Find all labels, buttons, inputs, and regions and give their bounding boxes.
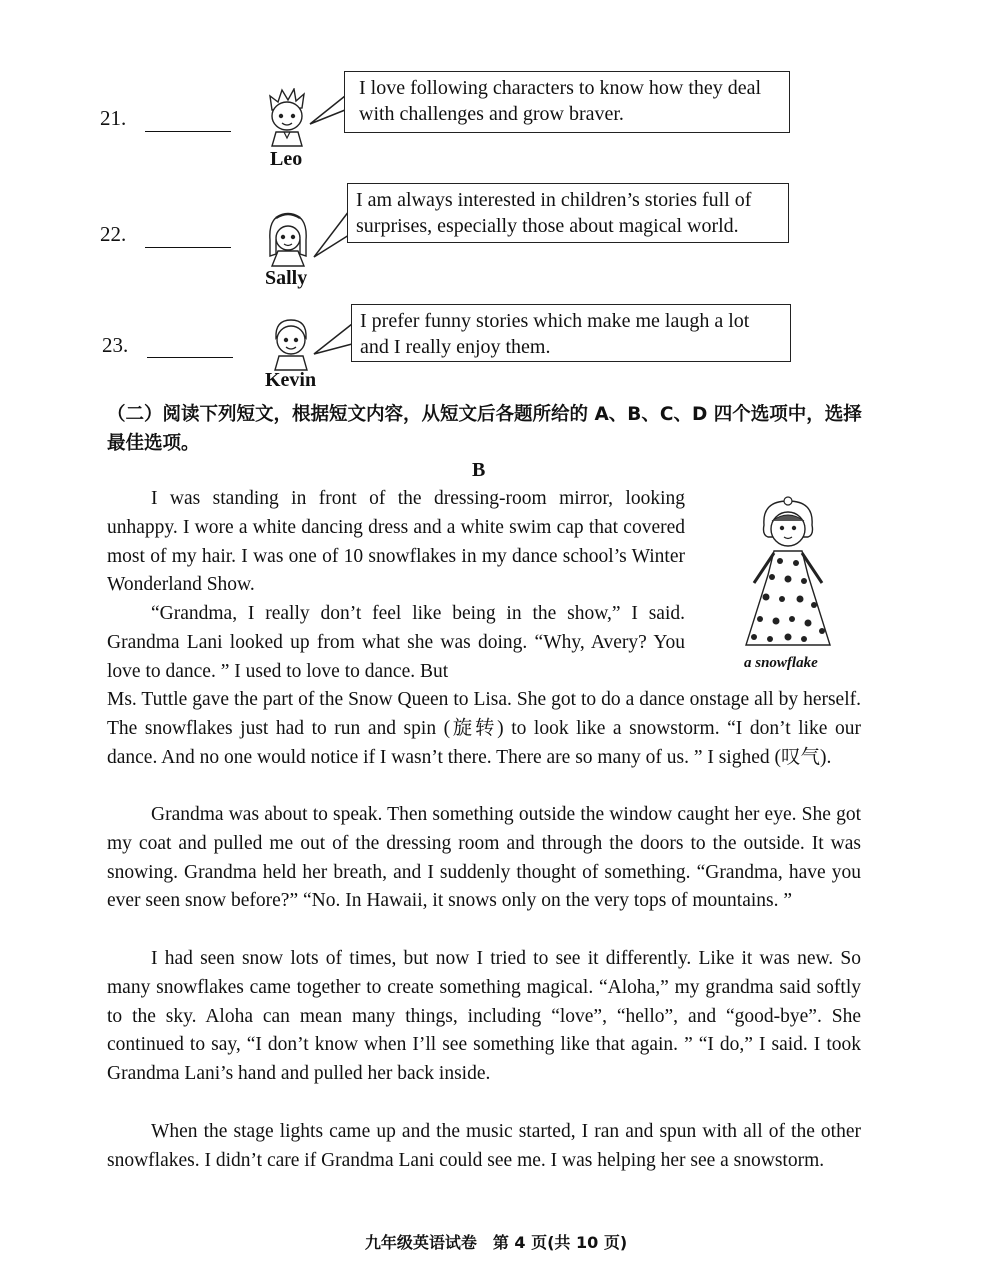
speech-bubble-23: I prefer funny stories which make me laugh a lot and I really enjoy them.: [351, 304, 791, 362]
kevin-avatar-icon: [267, 316, 315, 372]
passage-title: B: [472, 459, 486, 481]
passage-paragraph-2: “Grandma, I really don’t feel like being in the show,” I said. Grandma Lani looked up from what she was doing. “Why, Avery? You love to dance. ” I used to love to dance. But: [107, 603, 685, 682]
character-name-sally: Sally: [265, 267, 308, 289]
passage-paragraph-1: I was standing in front of the dressing-room mirror, looking unhappy. I wore a white dancing dress and a white swim cap that covered most of my hair. I was one of 10 snowflakes in my dance school’s Winter Wonderland Show.: [107, 488, 685, 596]
speech-bubble-22: I am always interested in children’s stories full of surprises, especially those about magical world.: [347, 183, 789, 243]
passage-paragraph-3: Grandma was about to speak. Then something outside the window caught her eye. She got my coat and pulled me out of the dressing room and through the doors to the outside. It was snowing. Grandma held her breath, and I suddenly thought of something. “Grandma, have you ever seen snow before?” “No. In Hawaii, it snows only on the very tops of mountains. ”: [107, 804, 861, 912]
speech-bubble-21: I love following characters to know how they deal with challenges and grow braver.: [344, 71, 790, 133]
snowflake-girl-illustration: [742, 495, 834, 655]
answer-blank-21[interactable]: [145, 131, 231, 132]
question-number-23: 23.: [102, 333, 129, 357]
answer-blank-22[interactable]: [145, 247, 231, 248]
character-name-leo: Leo: [270, 148, 303, 170]
leo-avatar-icon: [262, 88, 312, 148]
sally-avatar-icon: [262, 210, 314, 268]
question-number-21: 21.: [100, 106, 127, 130]
speech-pointer-22: [312, 205, 352, 261]
question-number-22: 22.: [100, 222, 127, 246]
passage-paragraph-4: I had seen snow lots of times, but now I tried to see it differently. Like it was new. So many snowflakes came together to create something magical. “Aloha,” my grandma said softly to the sky. Aloha can mean many things, including “love”, “hello”, and “good-bye”. She continued to say, “I don’t know when I’ll see something like that again. ” “I do,” I said. I took Grandma Lani’s hand and pulled her back inside.: [107, 948, 861, 1085]
answer-blank-23[interactable]: [147, 357, 233, 358]
passage-paragraph-5: When the stage lights came up and the music started, I ran and spun with all of the other snowflakes. I didn’t care if Grandma Lani could see me. I was helping her see a snowstorm.: [107, 1121, 861, 1171]
page-footer: 九年级英语试卷 第 4 页(共 10 页): [364, 1233, 628, 1252]
illustration-caption: a snowflake: [744, 655, 818, 671]
passage-paragraph-2-continued: Ms. Tuttle gave the part of the Snow Queen to Lisa. She got to do a dance onstage all by herself. The snowflakes just had to run and spin (旋转) to look like a snowstorm. “I don’t like our dance. And no one would notice if I wasn’t there. There are so many of us. ” I sighed (叹气).: [107, 689, 861, 768]
character-name-kevin: Kevin: [265, 369, 317, 391]
section-instructions: （二）阅读下列短文，根据短文内容，从短文后各题所给的 A、B、C、D 四个选项中，选择最佳选项。: [107, 404, 862, 454]
speech-pointer-23: [312, 318, 354, 358]
speech-pointer-21: [308, 92, 348, 128]
